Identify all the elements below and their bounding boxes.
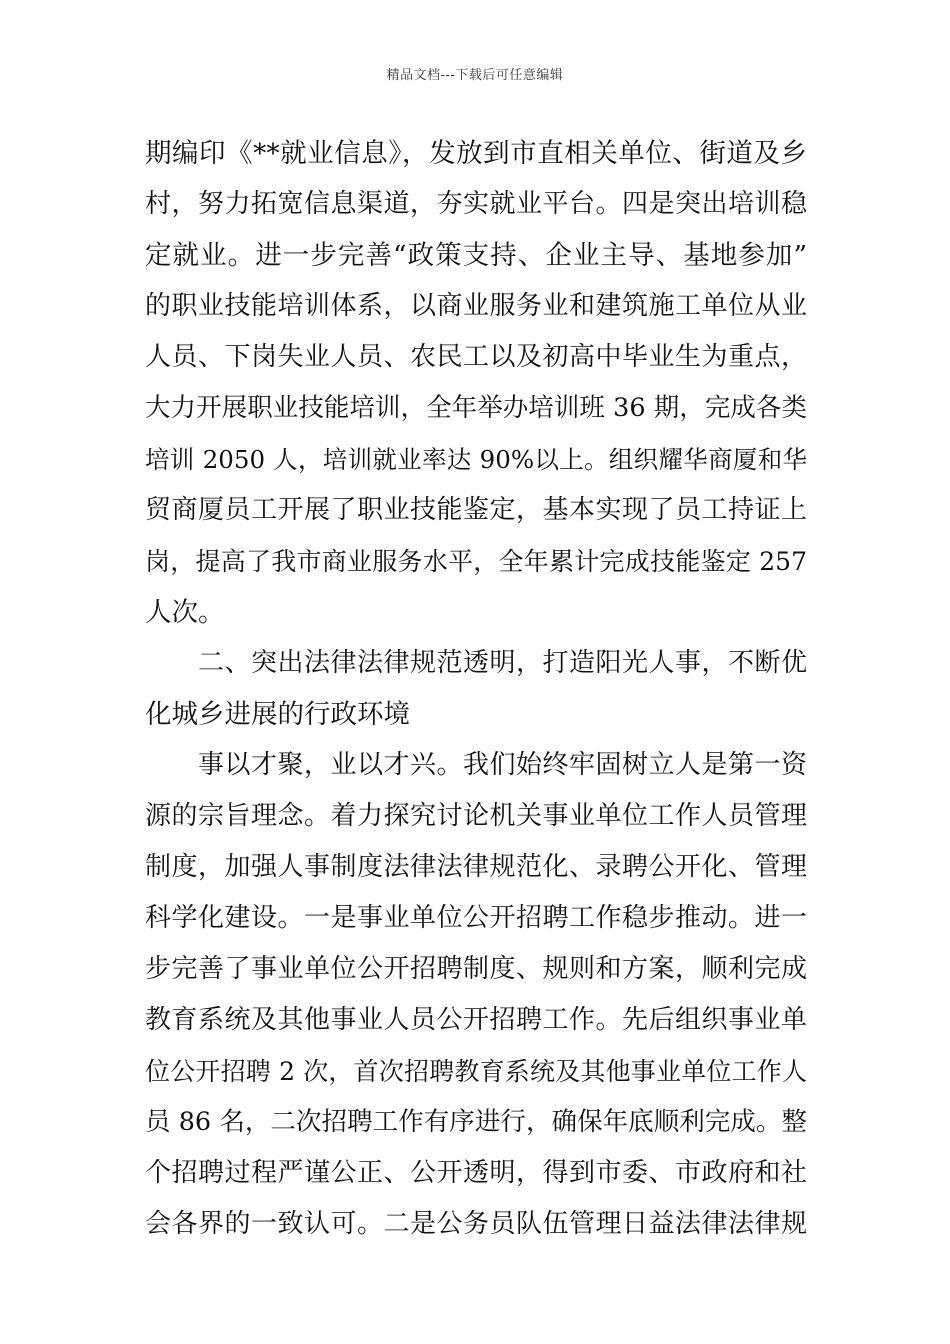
text-line: 贸商厦员工开展了职业技能鉴定，基本实现了员工持证上 [145, 495, 807, 525]
document-body [145, 128, 807, 1250]
text-line: 步完善了事业单位公开招聘制度、规则和方案，顺利完成 [145, 954, 807, 984]
text-line: 人次。 [145, 597, 225, 628]
text-line: 岗，提高了我市商业服务水平，全年累计完成技能鉴定 257 [145, 547, 807, 576]
text-line: 位公开招聘 2 次，首次招聘教育系统及其他事业单位工作人 [145, 1057, 807, 1086]
text-line: 大力开展职业技能培训，全年举办培训班 36 期，完成各类 [145, 393, 807, 423]
text-line: 员 86 名，二次招聘工作有序进行，确保年底顺利完成。整 [145, 1107, 807, 1137]
text-line: 教育系统及其他事业人员公开招聘工作。先后组织事业单 [145, 1005, 807, 1035]
text-line: 培训 2050 人，培训就业率达 90%以上。组织耀华商厦和华 [145, 445, 807, 474]
section-heading-line: 化城乡进展的行政环境 [145, 699, 410, 730]
text-line: 科学化建设。一是事业单位公开招聘工作稳步推动。进一 [145, 903, 807, 933]
text-line: 定就业。进一步完善“政策支持、企业主导、基地参加” [145, 240, 807, 271]
text-line: 个招聘过程严谨公正、公开透明，得到市委、市政府和社 [145, 1158, 807, 1188]
text-line: 事以才聚，业以才兴。我们始终牢固树立人是第一资 [198, 750, 807, 780]
text-line: 的职业技能培训体系，以商业服务业和建筑施工单位从业 [145, 291, 807, 321]
text-line: 会各界的一致认可。二是公务员队伍管理日益法律法律规 [145, 1209, 807, 1239]
page-header: 精品文档---下载后可任意编辑 [386, 68, 564, 83]
text-line: 人员、下岗失业人员、农民工以及初高中毕业生为重点， [145, 342, 807, 372]
section-heading-line: 二、突出法律法律规范透明，打造阳光人事，不断优 [198, 648, 807, 678]
text-line: 源的宗旨理念。着力探究讨论机关事业单位工作人员管理 [145, 801, 807, 831]
text-line: 制度，加强人事制度法律法律规范化、录聘公开化、管理 [145, 852, 807, 882]
text-line: 期编印《**就业信息》，发放到市直相关单位、街道及乡 [145, 138, 807, 169]
text-line: 村，努力拓宽信息渠道，夯实就业平台。四是突出培训稳 [145, 189, 807, 219]
